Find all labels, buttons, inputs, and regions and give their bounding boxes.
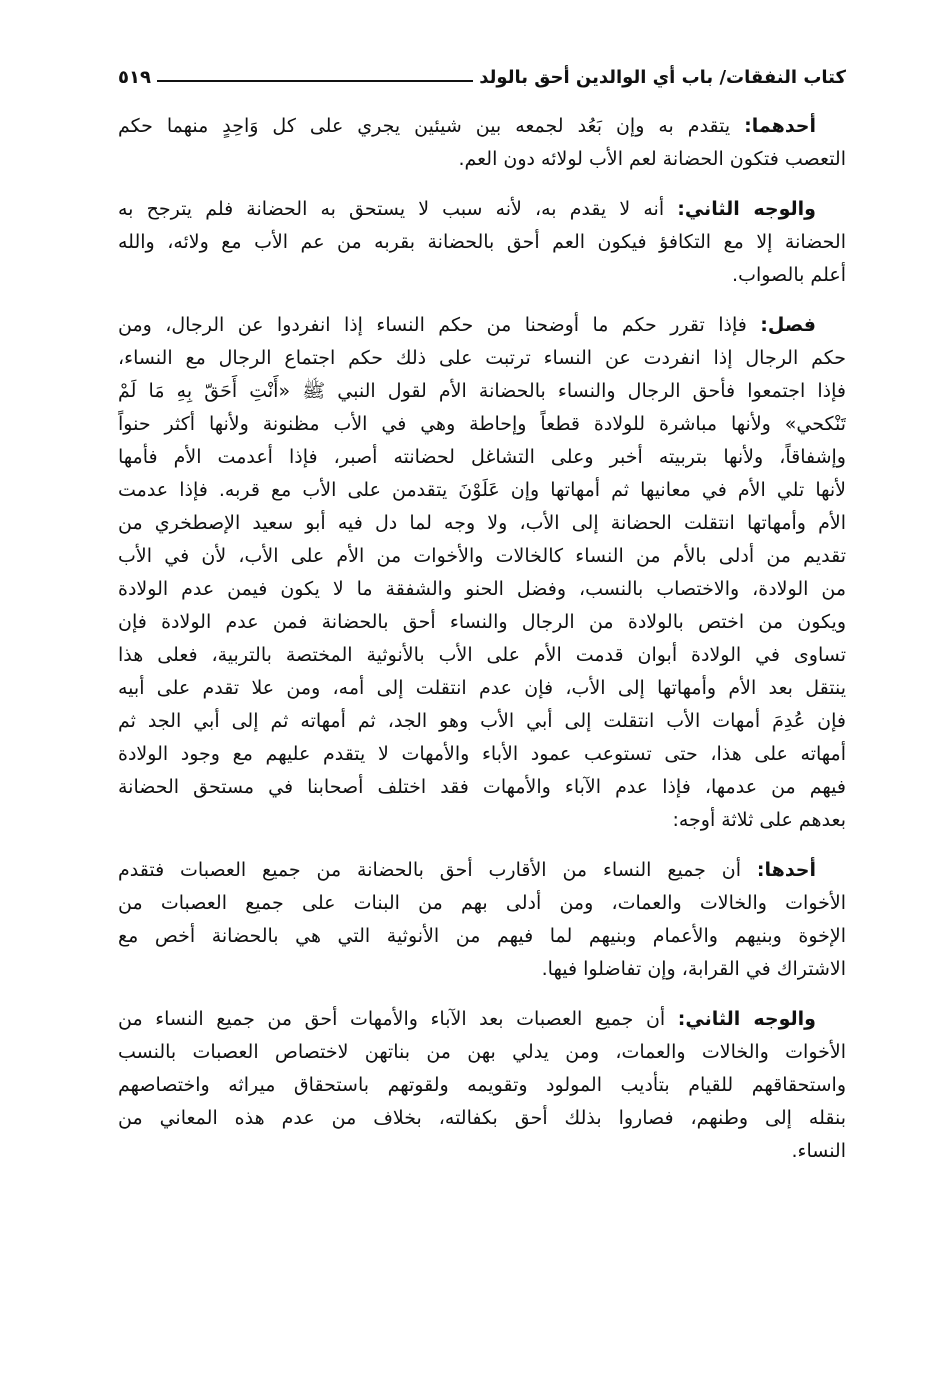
line-text: ويكون من اختص بالولادة من الرجال والنساء أحق بالحضانة فمن عدم الولادة فإن: [118, 611, 846, 633]
header-rule: [157, 80, 473, 82]
line-text: بنقله إلى وطنهم، فصاروا بذلك أحق بكفالته، بخلاف من عدم هذه المعاني من: [118, 1107, 846, 1129]
text-line: [118, 1102, 846, 1135]
text-line: [118, 953, 846, 986]
text-line: [118, 1069, 846, 1102]
text-line: [118, 474, 846, 507]
line-text: الأخوات والخالات والعمات، ومن أدلى بهم من البنات على جميع العصبات من: [118, 892, 846, 914]
line-text: فيهم من عدمها، فإذا عدم الآباء والأمهات فقد اختلف أصحابنا في مستحق الحضانة: [118, 776, 846, 798]
line-text: أنه لا يقدم به، لأنه سبب لا يستحق به الحضانة فلم يترجح به: [118, 198, 665, 220]
line-text: تقديم من أدلى بالأم من النساء كالخالات والأخوات من الأم على الأب، لأن في الأب: [118, 545, 846, 567]
text-line: [118, 573, 846, 606]
text-line: [118, 408, 846, 441]
text-line: [118, 854, 846, 887]
line-text: أن جميع العصبات بعد الآباء والأمهات أحق من جميع النساء من: [118, 1008, 666, 1030]
line-text: لأنها تلي الأم في معانيها ثم أمهاتها وإن عَلَوْنَ يتقدمن على الأب مع قربه. فإذا عدمت: [118, 479, 846, 501]
line-text: واستحقاقهم للقيام بتأديب المولود وتقويمه ولقوتهم باستحقاق ميراثه واختصاصهم: [118, 1074, 846, 1096]
line-text: الإخوة وبنيهم والأعمام وبنيهم لما فيهم من الأنوثية التي هي بالحضانة أخص مع: [118, 925, 846, 947]
text-line: [118, 804, 846, 837]
text-line: [118, 507, 846, 540]
text-line: [118, 193, 846, 226]
line-text: أن جميع النساء من الأقارب أحق بالحضانة من جميع العصبات فتقدم: [118, 859, 742, 881]
line-text: من الولادة، والاختصاب بالنسب، وفضل الحنو والشفقة ما لا يكون فيمن عدم الولادة: [118, 578, 846, 600]
line-text: الأم وأمهاتها انتقلت الحضانة إلى الأب، ولا وجه لما دل فيه أبو سعيد الإصطخري من: [118, 512, 846, 534]
line-text: الاشتراك في القرابة، وإن تفاضلوا فيها.: [541, 958, 846, 980]
text-line: [118, 705, 846, 738]
page-body: [118, 110, 846, 1168]
text-line: [118, 771, 846, 804]
line-text: ينتقل بعد الأم وأمهاتها إلى الأب، فإن عدم انتقلت إلى أمه، ومن علا تقدم على أبيه: [118, 677, 846, 699]
line-text: وإشفاقاً، ولأنها بتربيته أخبر وعلى التشاغل لحضانته أصبر، فإذا أعدمت الأم فأمها: [118, 446, 846, 468]
paragraph-lead: أحدهما:: [744, 115, 816, 137]
text-line: [118, 342, 846, 375]
text-line: [118, 375, 846, 408]
text-line: [118, 639, 846, 672]
line-text: الأخوات والخالات والعمات، ومن يدلي بهن من بناتهن لاختصاص العصبات بالنسب: [118, 1041, 846, 1063]
header-title: كتاب النفقات/ باب أي الوالدين أحق بالولد: [479, 66, 846, 88]
paragraph: [118, 193, 846, 292]
text-line: [118, 309, 846, 342]
paragraph: [118, 854, 846, 986]
text-line: [118, 606, 846, 639]
line-text: بعدهم على ثلاثة أوجه:: [672, 809, 846, 831]
text-line: [118, 259, 846, 292]
text-line: [118, 887, 846, 920]
line-text: فإن عُدِمَ أمهات الأب انتقلت إلى أبي الأب وهو الجد، ثم أمهاته ثم إلى أبي الجد ثم: [118, 710, 846, 732]
text-line: [118, 540, 846, 573]
page-number: ٥١٩: [118, 66, 151, 88]
line-text: تساوى في الولادة أبوان قدمت الأم على الأب بالأنوثية المختصة بالتربية، فعلى هذا: [118, 644, 846, 666]
book-page: [118, 60, 846, 1185]
text-line: [118, 110, 846, 143]
paragraph-lead: أحدها:: [756, 859, 816, 881]
text-line: [118, 143, 846, 176]
line-text: تَنْكحي» ولأنها مباشرة للولادة قطعاً وإحاطة وهي في الأب مظنونة ولأنها أكثر حنواً: [118, 413, 846, 435]
text-line: [118, 226, 846, 259]
line-text: أعلم بالصواب.: [732, 264, 846, 286]
text-line: [118, 1036, 846, 1069]
text-line: [118, 738, 846, 771]
paragraph: [118, 309, 846, 837]
text-line: [118, 920, 846, 953]
paragraph-lead: فصل:: [760, 314, 816, 336]
line-text: فإذا اجتمعوا فأحق الرجال والنساء بالحضانة الأم لقول النبي ﷺ «أَنْتِ أَحَقّ بِهِ مَا لَمْ: [118, 380, 846, 402]
text-line: [118, 1003, 846, 1036]
text-line: [118, 1135, 846, 1168]
paragraph-lead: والوجه الثاني:: [677, 1008, 816, 1030]
line-text: أمهاته على هذا، حتى تستوعب عمود الأباء والأمهات لا يتقدم عليهم مع وجود الولادة: [118, 743, 846, 765]
line-text: حكم الرجال إذا انفردت عن النساء ترتبت على ذلك حكم اجتماع الرجال مع النساء،: [118, 347, 846, 369]
line-text: الحضانة إلا مع التكافؤ فيكون العم أحق بالحضانة بقربه من عم الأب مع ولائه، والله: [118, 231, 846, 253]
line-text: يتقدم به وإن بَعُد لجمعه بين شيئين يجري على كل وَاحِدٍ منهما حكم: [118, 115, 731, 137]
paragraph: [118, 1003, 846, 1168]
paragraph: [118, 110, 846, 176]
paragraph-lead: والوجه الثاني:: [677, 198, 816, 220]
running-header: [118, 60, 846, 94]
text-line: [118, 441, 846, 474]
line-text: فإذا تقرر حكم ما أوضحنا من حكم النساء إذا انفردوا عن الرجال، ومن: [118, 314, 747, 336]
line-text: النساء.: [791, 1140, 846, 1162]
text-line: [118, 672, 846, 705]
line-text: التعصب فتكون الحضانة لعم الأب لولائه دون العم.: [458, 148, 846, 170]
